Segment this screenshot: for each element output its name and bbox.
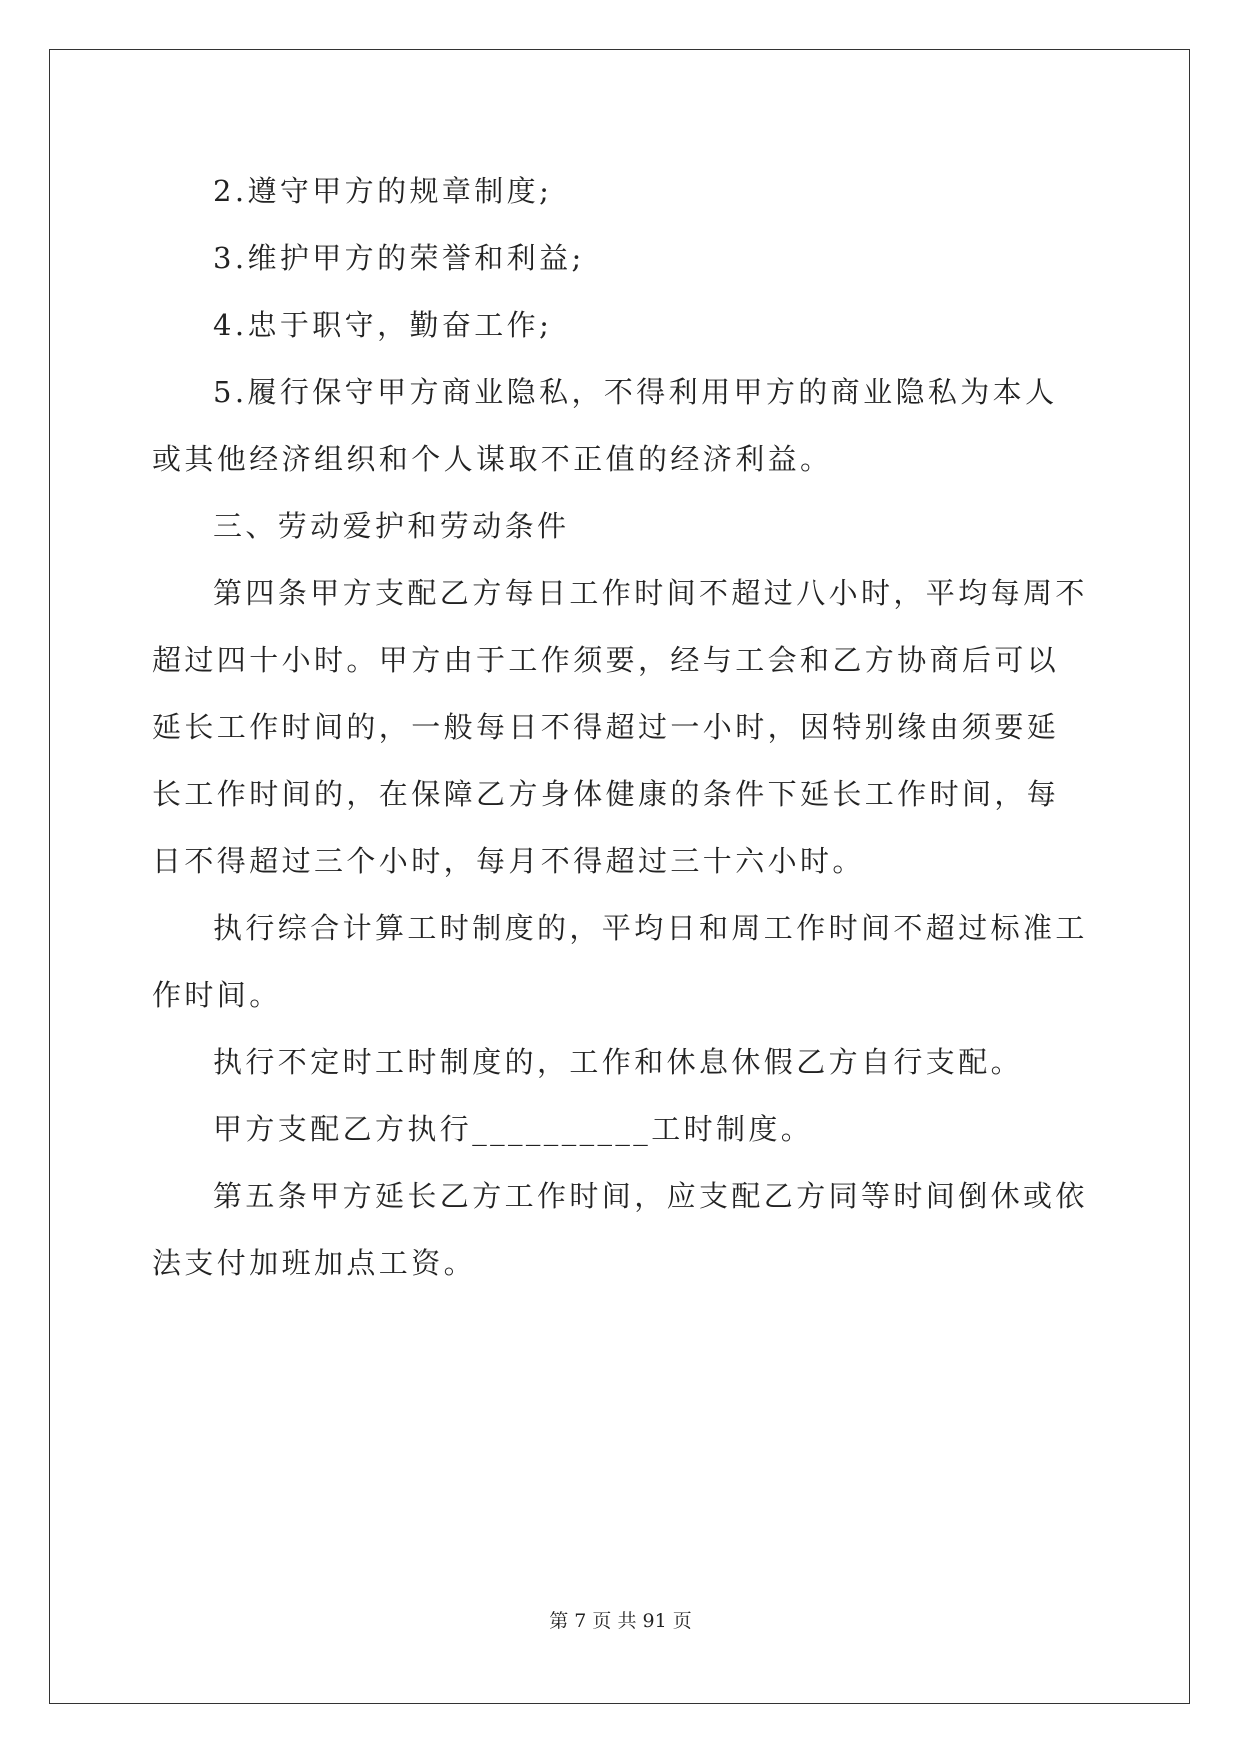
page-number-text: 第 7 页 共 91 页 <box>549 1610 692 1632</box>
paragraph-clause-2: 2.遵守甲方的规章制度; <box>213 174 553 208</box>
paragraph-clause-4: 4.忠于职守，勤奋工作; <box>213 308 553 342</box>
section-heading: 三、劳动爱护和劳动条件 <box>213 509 570 543</box>
page-number-footer <box>0 1606 1241 1633</box>
paragraph-article-4: 第四条甲方支配乙方每日工作时间不超过八小时，平均每周不超过四十小时。甲方由于工作须要，经与工会和乙方协商后可以延长工作时间的，一般每日不得超过一小时，因特别缘由须要延长工作时间的，在保障乙方身体健康的条件下延长工作时间，每日不得超过三个小时，每月不得超过三十六小时。 <box>152 576 1088 878</box>
paragraph-article-5: 第五条甲方延长乙方工作时间，应支配乙方同等时间倒休或依法支付加班加点工资。 <box>152 1179 1088 1280</box>
paragraph-flexible-hours: 执行不定时工时制度的，工作和休息休假乙方自行支配。 <box>213 1045 1024 1079</box>
paragraph-hours-system-blank: 甲方支配乙方执行__________工时制度。 <box>213 1112 814 1146</box>
paragraph-comprehensive-hours: 执行综合计算工时制度的，平均日和周工作时间不超过标准工作时间。 <box>152 911 1088 1012</box>
paragraph-clause-5: 5.履行保守甲方商业隐私，不得利用甲方的商业隐私为本人或其他经济组织和个人谋取不正值的经济利益。 <box>152 375 1058 476</box>
document-body <box>152 158 1088 1297</box>
paragraph-clause-3: 3.维护甲方的荣誉和利益; <box>213 241 585 275</box>
